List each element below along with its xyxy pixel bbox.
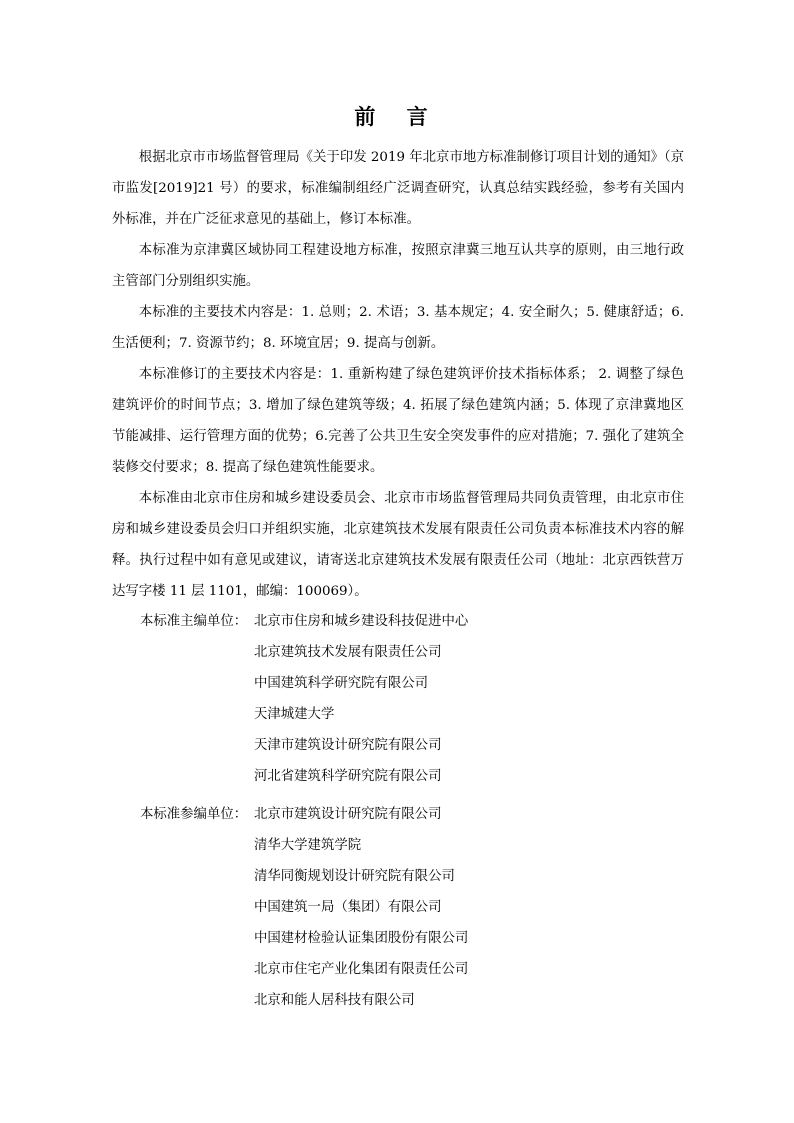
list-item — [140, 730, 700, 761]
unit-name: 北京市住宅产业化集团有限责任公司 — [254, 962, 469, 977]
chief-editor-units — [140, 606, 700, 792]
co-editor-label: 本标准参编单位： — [140, 807, 248, 822]
unit-name: 中国建筑一局（集团）有限公司 — [254, 900, 442, 915]
unit-name: 中国建筑科学研究院有限公司 — [254, 676, 429, 691]
list-item — [140, 799, 700, 830]
unit-name: 中国建材检验认证集团股份有限公司 — [254, 931, 469, 946]
list-item — [140, 637, 700, 668]
chief-editor-label: 本标准主编单位： — [140, 614, 248, 629]
list-item — [140, 892, 700, 923]
paragraph-plan-basis: 根据北京市市场监督管理局《关于印发 2019 年北京市地方标准制修订项目计划的通知》（京市监发[2019]21 号）的要求，标准编制组经广泛调查研究，认真总结实践经验，参考有关国内外标准，并在广泛征求意见的基础上，修订本标准。 — [112, 150, 684, 227]
unit-name: 天津市建筑设计研究院有限公司 — [254, 738, 442, 753]
list-item — [140, 761, 700, 792]
list-item — [140, 954, 700, 985]
list-item — [140, 861, 700, 892]
unit-name: 天津城建大学 — [254, 707, 335, 722]
list-item — [140, 699, 700, 730]
list-item — [140, 923, 700, 954]
unit-name: 北京和能人居科技有限公司 — [254, 993, 415, 1008]
unit-name: 清华大学建筑学院 — [254, 838, 362, 853]
list-item — [140, 668, 700, 699]
page-title: 前 言 — [354, 105, 440, 129]
paragraph-regional-standard: 本标准为京津冀区域协同工程建设地方标准，按照京津冀三地互认共享的原则，由三地行政主管部门分别组织实施。 — [112, 243, 684, 289]
preface-body — [112, 142, 684, 607]
list-item — [140, 985, 700, 1016]
paragraph-main-content: 本标准的主要技术内容是：1. 总则；2. 术语；3. 基本规定；4. 安全耐久；5. 健康舒适；6. 生活便利；7. 资源节约；8. 环境宜居；9. 提高与创新。 — [112, 305, 684, 351]
paragraph-management: 本标准由北京市住房和城乡建设委员会、北京市市场监督管理局共同负责管理，由北京市住房和城乡建设委员会归口并组织实施，北京建筑技术发展有限责任公司负责本标准技术内容的解释。执行过程中如有意见或建议，请寄送北京建筑技术发展有限责任公司（地址：北京西铁营万达写字楼 11 层 1101，邮编：100069）。 — [112, 491, 684, 599]
unit-name: 河北省建筑科学研究院有限公司 — [254, 769, 442, 784]
unit-name: 北京市建筑设计研究院有限公司 — [254, 807, 442, 822]
unit-name: 清华同衡规划设计研究院有限公司 — [254, 869, 455, 884]
unit-name: 北京市住房和城乡建设科技促进中心 — [254, 614, 469, 629]
list-item — [140, 606, 700, 637]
co-editor-units — [140, 799, 700, 1016]
list-item — [140, 830, 700, 861]
unit-name: 北京建筑技术发展有限责任公司 — [254, 645, 442, 660]
paragraph-revision-content: 本标准修订的主要技术内容是：1. 重新构建了绿色建筑评价技术指标体系； 2. 调整了绿色建筑评价的时间节点；3. 增加了绿色建筑等级；4. 拓展了绿色建筑内涵；5. 体现了京津冀地区节能减排、运行管理方面的优势；6.完善了公共卫生安全突发事件的应对措施；7. 强化了建筑全装修交付要求；8. 提高了绿色建筑性能要求。 — [112, 367, 684, 475]
